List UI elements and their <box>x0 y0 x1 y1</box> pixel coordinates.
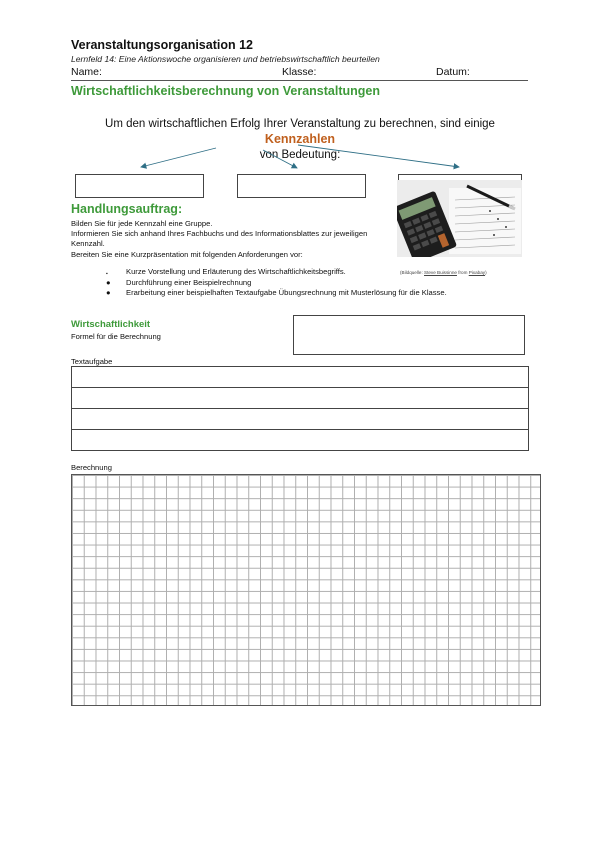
list-item <box>102 267 447 278</box>
wirtschaftlichkeit-heading: Wirtschaftlichkeit <box>71 319 151 330</box>
text-task-line[interactable] <box>72 430 528 451</box>
list-item-text: Erarbeitung einer beispielhaften Textaufgabe Übungsrechnung mit Musterlösung für die Klasse. <box>126 288 447 298</box>
section-title: Wirtschaftlichkeitsberechnung von Veranstaltungen <box>71 84 380 98</box>
text-task-line[interactable] <box>72 409 528 430</box>
calculator-photo-icon <box>397 180 522 257</box>
task-heading: Handlungsauftrag: <box>71 202 183 216</box>
requirements-list <box>102 267 447 299</box>
kennzahlen-highlight: Kennzahlen <box>264 132 336 146</box>
photo-credit-suffix: ) <box>485 270 487 275</box>
task-line: Bereiten Sie eine Kurzpräsentation mit folgenden Anforderungen vor: <box>71 249 303 259</box>
class-field-label[interactable]: Klasse: <box>282 66 317 78</box>
photo-credit-source[interactable]: Pixabay <box>468 270 486 275</box>
formula-label: Formel für die Berechnung <box>71 332 161 341</box>
list-item-text: Kurze Vorstellung und Erläuterung des Wirtschaftlichkeitsbegriffs. <box>126 267 346 276</box>
arrow-right <box>298 145 459 167</box>
text-task-line[interactable] <box>72 388 528 409</box>
list-item-text: Durchführung einer Beispielrechnung <box>126 277 252 287</box>
photo-credit-prefix: (Bildquelle: <box>400 270 425 275</box>
task-line: Informieren Sie sich anhand Ihres Fachbuchs und des Informationsblattes zur jeweiligen Kennzahl. <box>71 229 368 249</box>
bullet-icon: ● <box>106 277 111 287</box>
intro-text-end: von Bedeutung: <box>259 149 341 161</box>
task-instructions <box>71 219 401 260</box>
learning-field-subtitle: Lernfeld 14: Eine Aktionswoche organisieren und betriebswirtschaftlich beurteilen <box>71 54 380 64</box>
date-field-label[interactable]: Datum: <box>436 66 470 78</box>
arrow-middle <box>263 150 297 168</box>
text-task-table <box>71 366 529 451</box>
photo-credit-author[interactable]: Steve Buissinne <box>424 270 457 275</box>
task-line: Bilden Sie für jede Kennzahl eine Gruppe. <box>71 219 213 228</box>
kennzahl-box-1[interactable] <box>75 174 204 198</box>
text-task-line[interactable] <box>72 367 528 388</box>
text-task-label: Textaufgabe <box>71 357 113 366</box>
calculation-label: Berechnung <box>71 463 112 472</box>
photo-credit-mid: from <box>456 270 469 275</box>
arrow-left <box>141 148 216 167</box>
bullet-icon: ▪ <box>106 271 108 277</box>
name-field-label[interactable]: Name: <box>71 66 102 78</box>
bullet-icon: ● <box>106 288 111 298</box>
list-item <box>102 278 447 289</box>
intro-text-start: Um den wirtschaftlichen Erfolg Ihrer Veranstaltung zu berechnen, sind einige <box>105 118 495 130</box>
kennzahl-box-2[interactable] <box>237 174 366 198</box>
course-title: Veranstaltungsorganisation 12 <box>71 38 253 52</box>
formula-box[interactable] <box>293 315 525 355</box>
calculation-grid[interactable] <box>71 474 541 706</box>
list-item <box>102 288 447 299</box>
